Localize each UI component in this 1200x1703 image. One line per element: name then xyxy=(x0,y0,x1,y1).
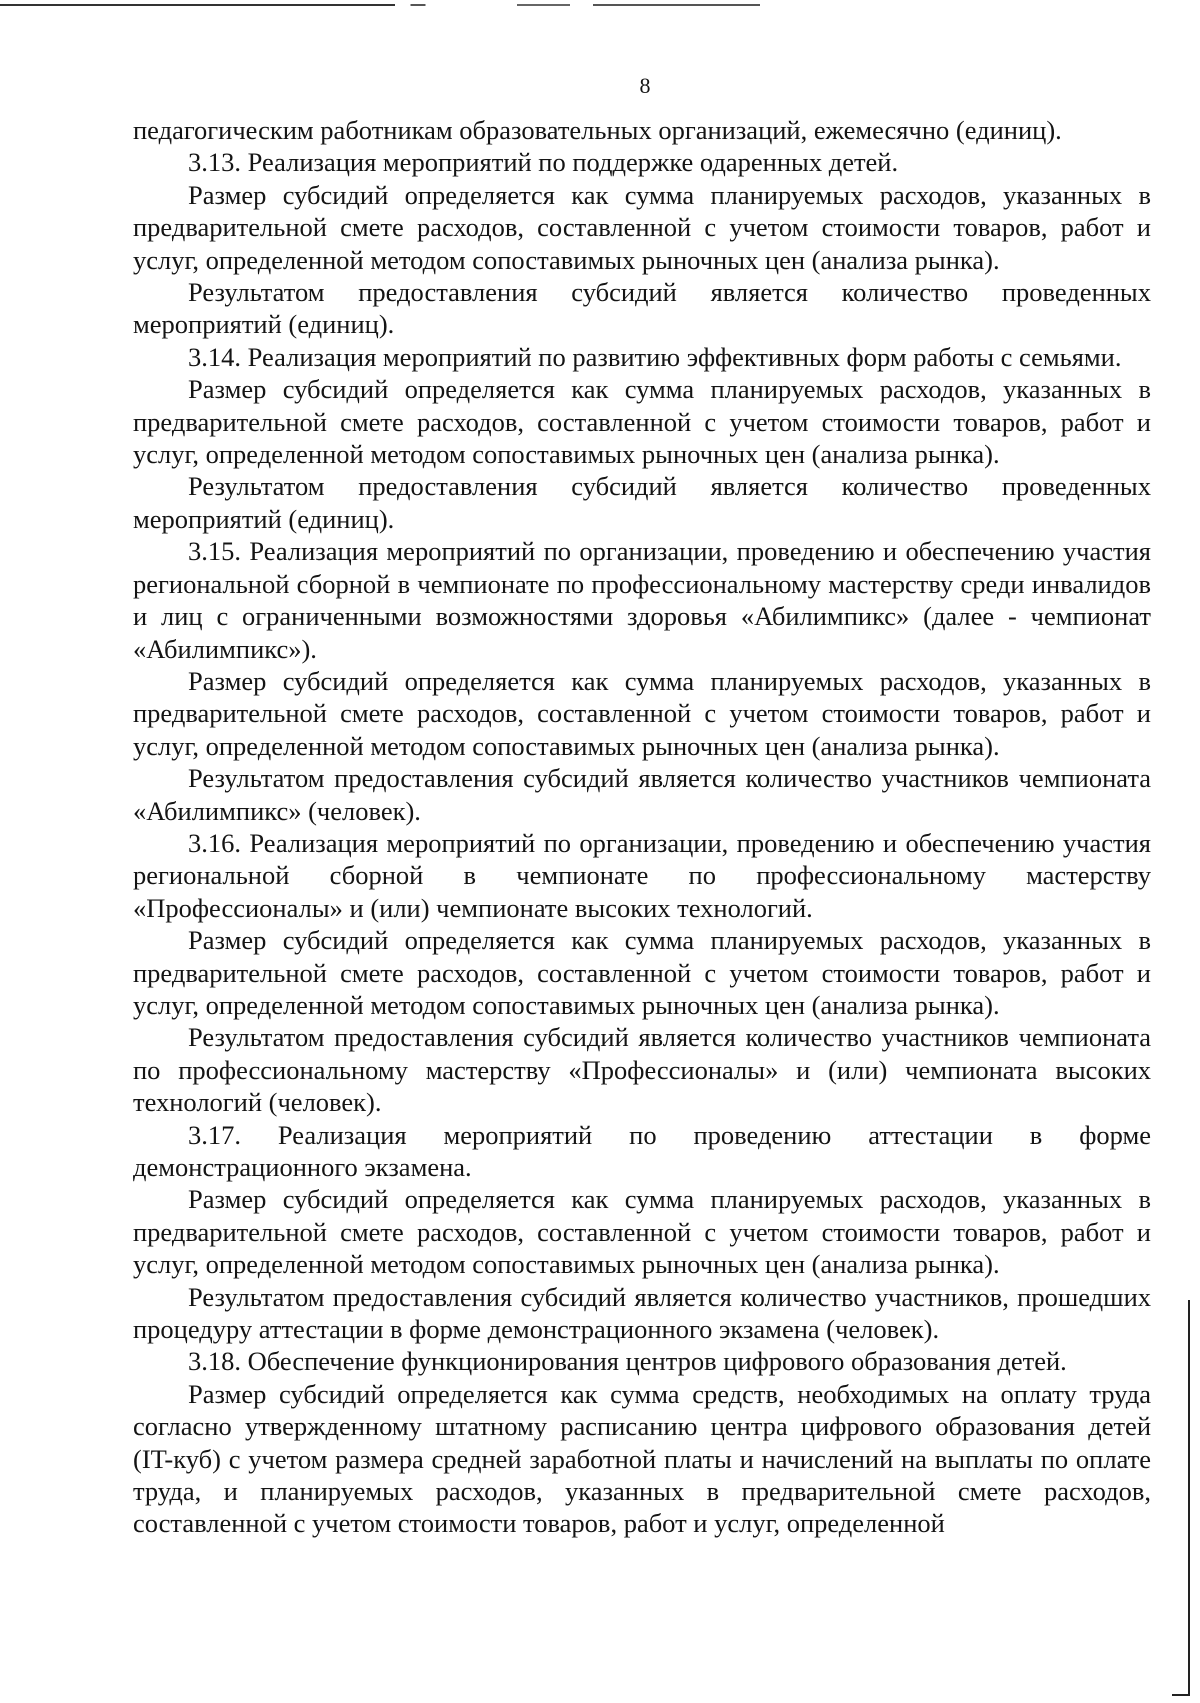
section-3-16-result: Результатом предоставления субсидий является количество участников чемпионата по профессиональному мастерству «Профессионалы» и (или) чемпионата высоких технологий (человек). xyxy=(133,1022,1151,1118)
section-3-17-result: Результатом предоставления субсидий является количество участников, прошедших процедуру аттестации в форме демонстрационного экзамена (человек). xyxy=(133,1281,1151,1345)
section-3-14-result: Результатом предоставления субсидий является количество проведенных мероприятий (единиц). xyxy=(133,471,1151,534)
section-3-15-result: Результатом предоставления субсидий является количество участников чемпионата «Абилимпикс» (человек). xyxy=(133,763,1151,826)
document-body xyxy=(133,114,1151,1540)
section-3-18-heading: 3.18. Обеспечение функционирования центров цифрового образования детей. xyxy=(188,1346,1067,1377)
section-3-13-subsidy-size: Размер субсидий определяется как сумма планируемых расходов, указанных в предварительной смете расходов, составленной с учетом стоимости товаров, работ и услуг, определенной методом сопоставимых рыночных цен (анализа рынка). xyxy=(133,179,1151,275)
scan-edge-top xyxy=(0,4,760,6)
scan-edge-corner xyxy=(1172,1694,1190,1696)
section-3-17-subsidy-size: Размер субсидий определяется как сумма планируемых расходов, указанных в предварительной смете расходов, составленной с учетом стоимости товаров, работ и услуг, определенной методом сопоставимых рыночных цен (анализа рынка). xyxy=(133,1184,1151,1280)
section-3-17-heading: 3.17. Реализация мероприятий по проведению аттестации в форме демонстрационного экзамена. xyxy=(133,1119,1151,1182)
page-number: 8 xyxy=(639,73,651,98)
section-3-15-subsidy-size: Размер субсидий определяется как сумма планируемых расходов, указанных в предварительной смете расходов, составленной с учетом стоимости товаров, работ и услуг, определенной методом сопоставимых рыночных цен (анализа рынка). xyxy=(133,665,1151,761)
section-3-16-subsidy-size: Размер субсидий определяется как сумма планируемых расходов, указанных в предварительной смете расходов, составленной с учетом стоимости товаров, работ и услуг, определенной методом сопоставимых рыночных цен (анализа рынка). xyxy=(133,925,1151,1020)
scan-edge-right xyxy=(1188,1300,1190,1696)
section-3-15-heading: 3.15. Реализация мероприятий по организации, проведению и обеспечению участия региональной сборной в чемпионате по профессиональному мастерству среди инвалидов и лиц с ограниченными возможностями здоровья «Абилимпикс» (далее - чемпионат «Абилимпикс»). xyxy=(133,536,1151,664)
section-3-16-heading: 3.16. Реализация мероприятий по организации, проведению и обеспечению участия региональной сборной в чемпионате по профессиональному мастерству «Профессионалы» и (или) чемпионате высоких технологий. xyxy=(133,827,1151,923)
section-3-13-result: Результатом предоставления субсидий является количество проведенных мероприятий (единиц). xyxy=(133,277,1151,340)
paragraph-continuation: педагогическим работникам образовательных организаций, ежемесячно (единиц). xyxy=(133,115,1062,145)
section-3-13-heading: 3.13. Реализация мероприятий по поддержке одаренных детей. xyxy=(188,147,899,178)
section-3-18-subsidy-size: Размер субсидий определяется как сумма средств, необходимых на оплату труда согласно утвержденному штатному расписанию центра цифрового образования детей (IT-куб) с учетом размера средней заработной платы и начислений на выплаты по оплате труда, и планируемых расходов, указанных в предварительной смете расходов, составленной с учетом стоимости товаров, работ и услуг, определенной xyxy=(133,1378,1151,1539)
section-3-14-heading: 3.14. Реализация мероприятий по развитию эффективных форм работы с семьями. xyxy=(188,341,1122,372)
section-3-14-subsidy-size: Размер субсидий определяется как сумма планируемых расходов, указанных в предварительной смете расходов, составленной с учетом стоимости товаров, работ и услуг, определенной методом сопоставимых рыночных цен (анализа рынка). xyxy=(133,374,1151,470)
